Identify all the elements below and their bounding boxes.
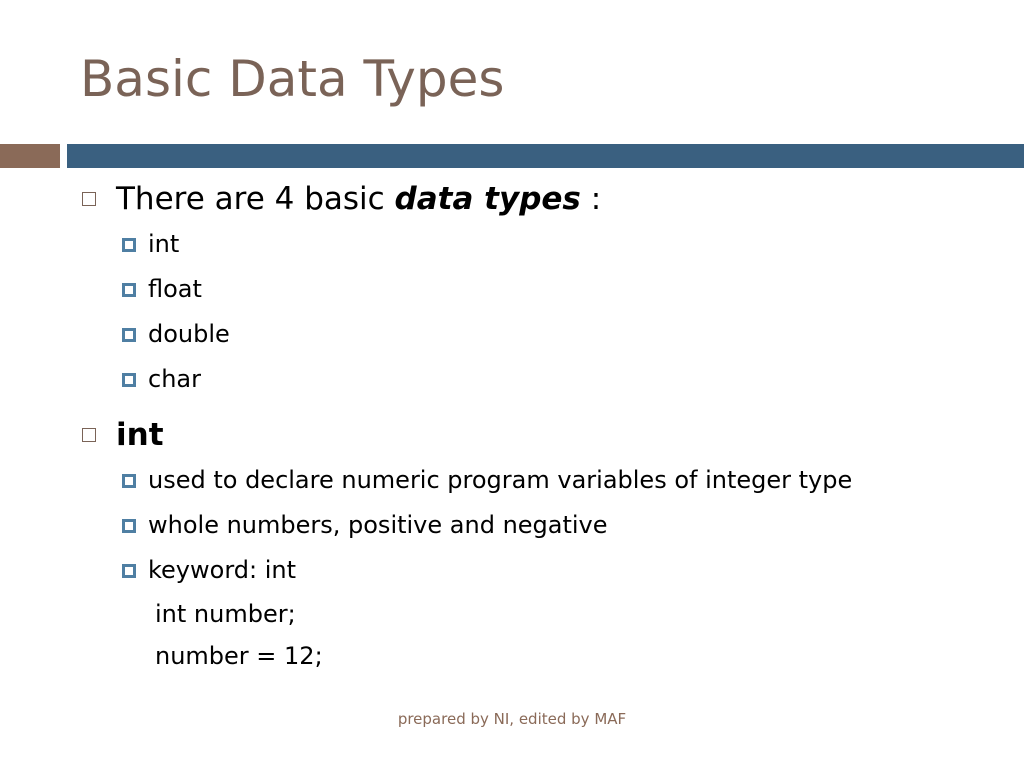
sub-bullet-char bbox=[122, 357, 1002, 402]
slide-content bbox=[82, 176, 1002, 677]
hollow-square-icon bbox=[82, 192, 96, 206]
sub-bullet-label: double bbox=[148, 320, 230, 348]
sub-bullet-label: whole numbers, positive and negative bbox=[148, 511, 608, 539]
sub-bullet-label: used to declare numeric program variables of integer type bbox=[148, 466, 853, 494]
square-bullet-icon bbox=[122, 238, 136, 252]
sub-bullet-int bbox=[122, 222, 1002, 267]
accent-bar-left bbox=[0, 144, 60, 168]
point1-prefix: There are 4 basic bbox=[116, 181, 395, 217]
sub-bullet-float bbox=[122, 267, 1002, 312]
point1-suffix: : bbox=[580, 181, 602, 217]
point2-heading: int bbox=[116, 417, 164, 453]
point1-emphasis: data types bbox=[394, 181, 581, 217]
square-bullet-icon bbox=[122, 283, 136, 297]
sub-bullet-label: float bbox=[148, 275, 202, 303]
accent-bar-right bbox=[67, 144, 1024, 168]
bullet-point-data-types bbox=[82, 176, 1002, 222]
sub-bullet-int-keyword bbox=[122, 548, 1002, 593]
sub-bullet-label: char bbox=[148, 365, 201, 393]
square-bullet-icon bbox=[122, 373, 136, 387]
slide-footer: prepared by NI, edited by MAF bbox=[397, 710, 627, 728]
point1-text bbox=[116, 176, 601, 222]
slide-title: Basic Data Types bbox=[80, 50, 505, 108]
bullet-point-int bbox=[82, 412, 1002, 458]
code-line-assignment: number = 12; bbox=[155, 642, 323, 670]
hollow-square-icon bbox=[82, 428, 96, 442]
square-bullet-icon bbox=[122, 328, 136, 342]
sub-bullet-double bbox=[122, 312, 1002, 357]
code-line-declaration: int number; bbox=[155, 600, 296, 628]
sub-bullet-int-range bbox=[122, 503, 1002, 548]
sub-bullet-label: keyword: int bbox=[148, 556, 297, 584]
square-bullet-icon bbox=[122, 474, 136, 488]
square-bullet-icon bbox=[122, 519, 136, 533]
sub-bullet-int-description bbox=[122, 458, 1002, 503]
square-bullet-icon bbox=[122, 564, 136, 578]
sub-bullet-label: int bbox=[148, 230, 180, 258]
